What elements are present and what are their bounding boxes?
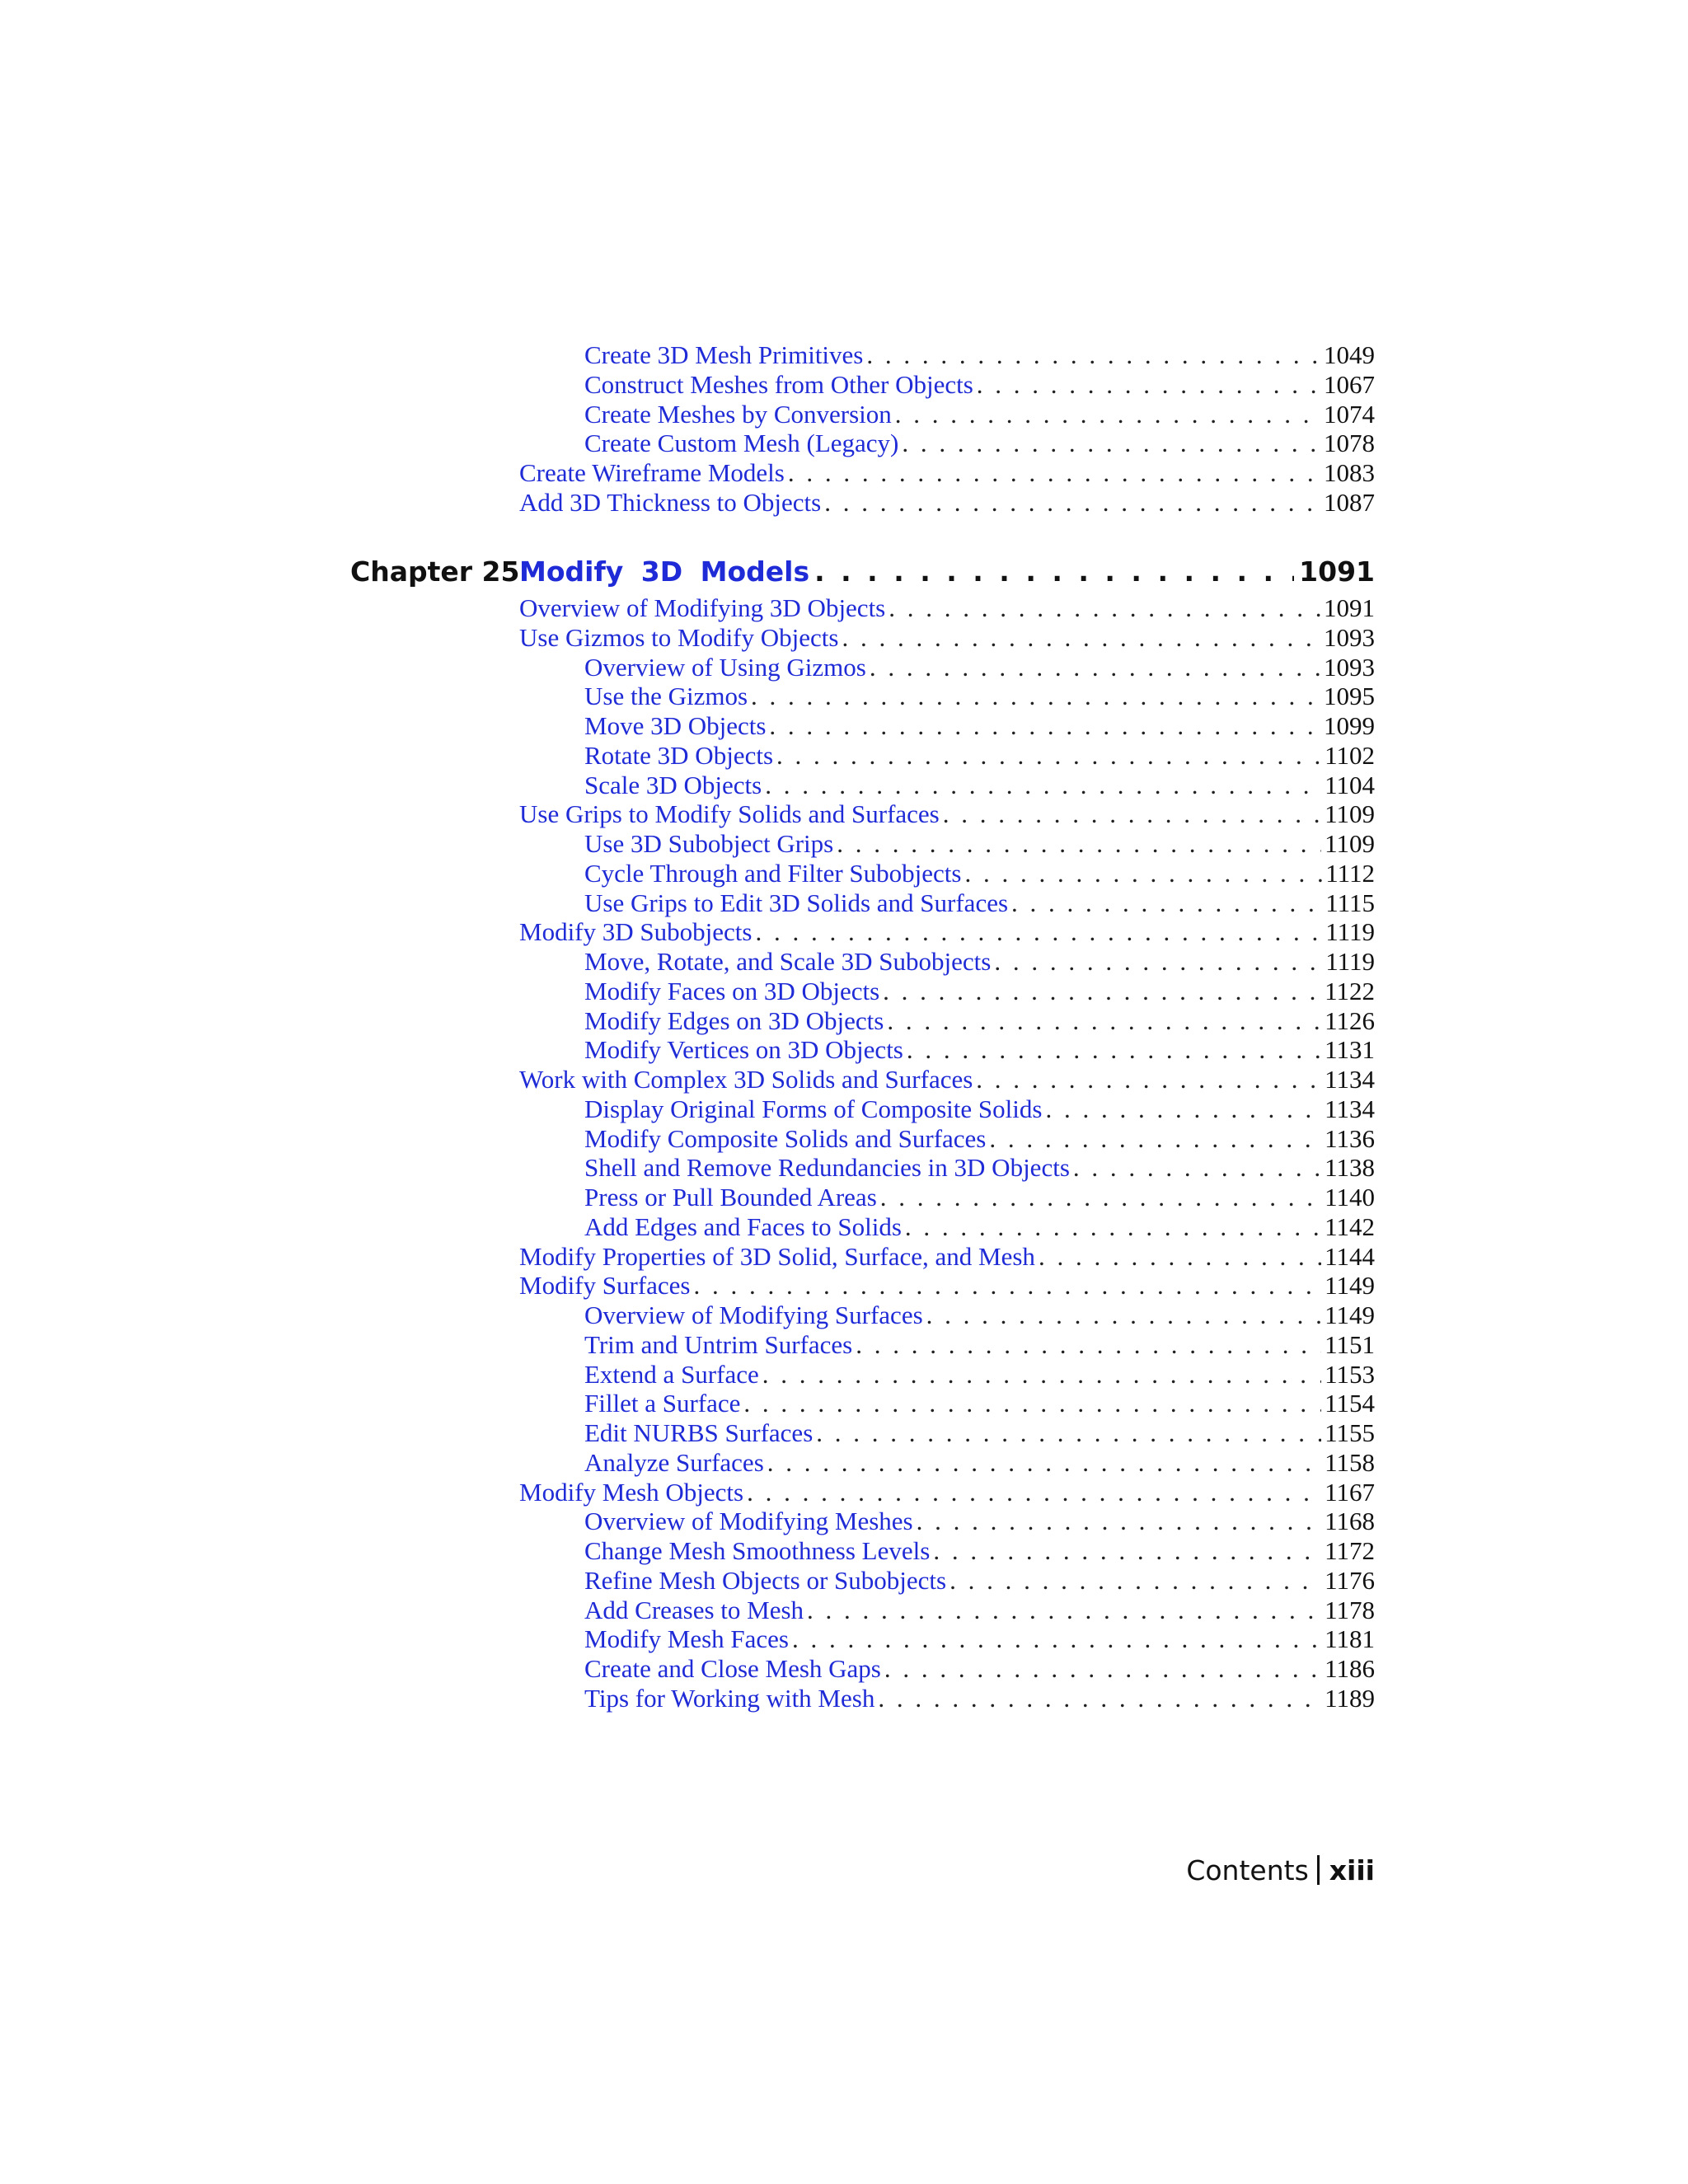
toc-entry	[519, 458, 1375, 488]
toc-entry-link[interactable]: Cycle Through and Filter Subobjects	[584, 858, 962, 888]
toc-entry	[584, 888, 1375, 918]
toc-entry	[584, 711, 1375, 741]
toc-entry-page-number: 1115	[1325, 888, 1375, 917]
toc-entry-link[interactable]: Create Wireframe Models	[519, 458, 785, 488]
toc-entry-link[interactable]: Add Creases to Mesh	[584, 1595, 804, 1624]
toc-entry-link[interactable]: Create and Close Mesh Gaps	[584, 1654, 881, 1683]
toc-entry	[584, 1596, 1375, 1625]
toc-entry	[584, 653, 1375, 682]
toc-entry-link[interactable]: Add 3D Thickness to Objects	[519, 488, 822, 517]
toc-entry-link[interactable]: Overview of Modifying 3D Objects	[519, 593, 886, 622]
toc-entry-link[interactable]: Create Custom Mesh (Legacy)	[584, 429, 899, 458]
dot-leader	[837, 829, 1321, 859]
toc-entry	[584, 829, 1375, 859]
toc-entry	[584, 1183, 1375, 1212]
dot-leader	[824, 488, 1320, 518]
toc-entry-link[interactable]: Add Edges and Faces to Solids	[584, 1212, 902, 1241]
dot-leader	[767, 1448, 1321, 1478]
dot-leader	[977, 370, 1320, 400]
toc-entry-link[interactable]: Create 3D Mesh Primitives	[584, 340, 864, 369]
toc-entry-link[interactable]: Move, Rotate, and Scale 3D Subobjects	[584, 947, 992, 976]
toc-entry	[519, 1242, 1375, 1272]
dot-leader	[870, 653, 1320, 682]
chapter-title-link[interactable]: Modify 3D Models	[519, 555, 810, 588]
toc-entry	[584, 947, 1375, 977]
chapter-heading	[350, 554, 1375, 590]
toc-entry-page-number: 1131	[1325, 1035, 1375, 1065]
toc-entry-link[interactable]: Fillet a Surface	[584, 1389, 741, 1418]
toc-entry-page-number: 1078	[1324, 429, 1375, 458]
toc-entry	[519, 1271, 1375, 1301]
toc-entry-link[interactable]: Modify Surfaces	[519, 1271, 691, 1301]
toc-entry-page-number: 1176	[1325, 1565, 1375, 1595]
toc-entry-link[interactable]: Use Grips to Modify Solids and Surfaces	[519, 799, 940, 829]
toc-entry-page-number: 1140	[1325, 1183, 1375, 1212]
dot-leader	[943, 799, 1321, 829]
toc-entry-link[interactable]: Modify Properties of 3D Solid, Surface, and Mesh	[519, 1241, 1035, 1271]
toc-entry-page-number: 1168	[1325, 1507, 1375, 1536]
toc-entry-link[interactable]: Work with Complex 3D Solids and Surfaces	[519, 1065, 973, 1094]
dot-leader	[883, 977, 1321, 1006]
dot-leader	[856, 1330, 1321, 1360]
chapter-label: Chapter 25	[350, 555, 520, 588]
toc-entry-link[interactable]: Modify Faces on 3D Objects	[584, 976, 880, 1005]
page-footer	[1186, 1854, 1375, 1887]
toc-entry	[584, 1330, 1375, 1360]
toc-entry	[584, 1684, 1375, 1713]
toc-entry	[584, 1006, 1375, 1036]
dot-leader	[776, 741, 1321, 771]
toc-entry-page-number: 1178	[1325, 1595, 1375, 1624]
toc-entry-link[interactable]: Shell and Remove Redundancies in 3D Objects	[584, 1153, 1070, 1183]
toc-entry	[519, 623, 1375, 653]
toc-entry-link[interactable]: Use Gizmos to Modify Objects	[519, 622, 839, 652]
dot-leader	[887, 1006, 1321, 1036]
dot-leader	[878, 1684, 1321, 1713]
toc-entry	[519, 488, 1375, 518]
dot-leader	[884, 1654, 1321, 1684]
toc-entry-page-number: 1134	[1325, 1094, 1375, 1123]
toc-entry-page-number: 1109	[1325, 799, 1375, 829]
toc-entry-link[interactable]: Tips for Working with Mesh	[584, 1683, 875, 1713]
toc-entry	[584, 977, 1375, 1006]
toc-entry	[584, 1124, 1375, 1154]
toc-entry	[519, 799, 1375, 829]
toc-entry	[584, 1212, 1375, 1242]
toc-entry	[584, 1624, 1375, 1654]
toc-entry-page-number: 1119	[1325, 947, 1375, 976]
dot-leader	[762, 1360, 1321, 1390]
dot-leader	[842, 623, 1320, 653]
toc-entry-page-number: 1138	[1325, 1153, 1375, 1183]
toc-entry-link[interactable]: Use the Gizmos	[584, 682, 748, 711]
toc-entry-page-number: 1136	[1325, 1123, 1375, 1153]
toc-entry	[584, 1301, 1375, 1330]
dot-leader	[889, 593, 1320, 623]
toc-entry	[584, 429, 1375, 458]
dot-leader	[950, 1566, 1321, 1596]
toc-entry-page-number: 1122	[1325, 976, 1375, 1005]
dot-leader	[933, 1536, 1321, 1566]
toc-entry-page-number: 1126	[1325, 1005, 1375, 1035]
toc-entry-page-number: 1093	[1324, 622, 1375, 652]
toc-entry-page-number: 1112	[1325, 858, 1375, 888]
toc-entry-link[interactable]: Press or Pull Bounded Areas	[584, 1183, 877, 1212]
dot-leader	[816, 1418, 1321, 1448]
toc-entry-page-number: 1149	[1325, 1301, 1375, 1329]
toc-entry	[584, 400, 1375, 429]
dot-leader	[866, 340, 1320, 370]
toc-entry-page-number: 1095	[1324, 682, 1375, 711]
toc-entry-page-number: 1181	[1325, 1624, 1375, 1654]
toc-entry	[584, 1448, 1375, 1478]
toc-entry-page-number: 1083	[1324, 458, 1375, 488]
dot-leader	[994, 947, 1322, 977]
dot-leader	[976, 1065, 1321, 1094]
toc-entry	[584, 340, 1375, 370]
dot-leader	[989, 1124, 1321, 1154]
dot-leader	[814, 554, 1294, 590]
toc-entry-page-number: 1102	[1325, 740, 1375, 770]
dot-leader	[765, 771, 1321, 800]
toc-entry-link[interactable]: Construct Meshes from Other Objects	[584, 369, 973, 399]
toc-entry-page-number: 1119	[1325, 917, 1375, 947]
toc-entry-page-number: 1134	[1325, 1065, 1375, 1094]
dot-leader	[895, 400, 1320, 429]
toc-entry-page-number: 1186	[1325, 1654, 1375, 1683]
toc-entry	[584, 1507, 1375, 1536]
dot-leader	[902, 429, 1320, 458]
toc-entry-page-number: 1093	[1324, 652, 1375, 682]
footer-label: Contents	[1186, 1854, 1309, 1886]
toc-entry-link[interactable]: Overview of Modifying Meshes	[584, 1507, 913, 1536]
toc-entry-link[interactable]: Edit NURBS Surfaces	[584, 1418, 814, 1447]
dot-leader	[1045, 1094, 1321, 1124]
toc-entry-link[interactable]: Refine Mesh Objects or Subobjects	[584, 1565, 947, 1595]
toc-entry	[584, 741, 1375, 771]
toc-entry	[584, 1566, 1375, 1596]
dot-leader	[788, 458, 1320, 488]
dot-leader	[880, 1183, 1321, 1212]
toc-entry	[519, 593, 1375, 623]
dot-leader	[1073, 1153, 1321, 1183]
dot-leader	[905, 1212, 1321, 1242]
dot-leader	[926, 1301, 1321, 1330]
toc-entry	[584, 1389, 1375, 1418]
footer-page-number: xiii	[1329, 1854, 1375, 1886]
toc-entry	[584, 1418, 1375, 1448]
toc-entry	[519, 1065, 1375, 1094]
dot-leader	[964, 859, 1322, 888]
toc-entry-page-number: 1167	[1325, 1477, 1375, 1507]
toc-entry-page-number: 1067	[1324, 369, 1375, 399]
toc-entry-link[interactable]: Overview of Modifying Surfaces	[584, 1301, 923, 1329]
toc-entry-link[interactable]: Scale 3D Objects	[584, 770, 762, 799]
toc-entry-page-number: 1153	[1325, 1359, 1375, 1389]
toc-entry-link[interactable]: Analyze Surfaces	[584, 1447, 764, 1477]
toc-entry-link[interactable]: Display Original Forms of Composite Solids	[584, 1094, 1043, 1123]
toc-entry-page-number: 1142	[1325, 1212, 1375, 1241]
toc-entry-link[interactable]: Overview of Using Gizmos	[584, 652, 866, 682]
dot-leader	[792, 1624, 1321, 1654]
toc-entry-link[interactable]: Modify Vertices on 3D Objects	[584, 1035, 903, 1065]
toc-entry-link[interactable]: Modify Mesh Objects	[519, 1477, 744, 1507]
toc-entry	[584, 1536, 1375, 1566]
toc-entry	[584, 859, 1375, 888]
toc-entry	[584, 370, 1375, 400]
dot-leader	[807, 1596, 1321, 1625]
toc-entry-link[interactable]: Change Mesh Smoothness Levels	[584, 1536, 931, 1565]
toc-entry-page-number: 1104	[1325, 770, 1375, 799]
toc-entry-link[interactable]: Modify Mesh Faces	[584, 1624, 789, 1654]
toc-entry-page-number: 1087	[1324, 488, 1375, 517]
dot-leader	[747, 1478, 1321, 1507]
toc-entry-page-number: 1074	[1324, 399, 1375, 429]
dot-leader	[1011, 888, 1322, 918]
toc-entry-page-number: 1109	[1325, 829, 1375, 858]
toc-entry-link[interactable]: Use 3D Subobject Grips	[584, 829, 834, 858]
toc-entry-link[interactable]: Extend a Surface	[584, 1359, 759, 1389]
toc-entry-link[interactable]: Move 3D Objects	[584, 711, 767, 740]
toc-entry	[584, 1035, 1375, 1065]
toc-entry	[584, 1360, 1375, 1390]
toc-entry-page-number: 1172	[1325, 1536, 1375, 1565]
dot-leader	[1039, 1242, 1321, 1272]
toc-entry-page-number: 1189	[1325, 1683, 1375, 1713]
toc-entry	[584, 1654, 1375, 1684]
toc-entry-link[interactable]: Rotate 3D Objects	[584, 740, 774, 770]
toc-entry-page-number: 1099	[1324, 711, 1375, 740]
toc-entry-link[interactable]: Use Grips to Edit 3D Solids and Surfaces	[584, 888, 1009, 917]
dot-leader	[755, 917, 1322, 947]
toc-entry	[584, 682, 1375, 711]
toc-entry-page-number: 1151	[1325, 1329, 1375, 1359]
toc-entry-link[interactable]: Modify Edges on 3D Objects	[584, 1005, 884, 1035]
dot-leader	[751, 682, 1320, 711]
footer-separator	[1317, 1855, 1320, 1885]
toc-entry-page-number: 1049	[1324, 340, 1375, 369]
toc-entry	[584, 771, 1375, 800]
toc-entry-link[interactable]: Modify Composite Solids and Surfaces	[584, 1123, 987, 1153]
toc-entry	[584, 1094, 1375, 1124]
toc-entry	[519, 1478, 1375, 1507]
toc-entry-page-number: 1158	[1325, 1447, 1375, 1477]
toc-entry-page-number: 1091	[1324, 593, 1375, 622]
dot-leader	[769, 711, 1320, 741]
toc-entry-link[interactable]: Trim and Untrim Surfaces	[584, 1329, 853, 1359]
toc-entry-page-number: 1144	[1325, 1241, 1375, 1271]
toc-entry-page-number: 1154	[1325, 1389, 1375, 1418]
dot-leader	[917, 1507, 1322, 1536]
dot-leader	[743, 1389, 1321, 1418]
dot-leader	[907, 1035, 1321, 1065]
toc-entry-link[interactable]: Modify 3D Subobjects	[519, 917, 753, 947]
toc-entry-page-number: 1149	[1325, 1271, 1375, 1301]
toc-entry-page-number: 1155	[1325, 1418, 1375, 1447]
chapter-page-number: 1091	[1299, 555, 1375, 588]
toc-entry-link[interactable]: Create Meshes by Conversion	[584, 399, 892, 429]
toc-entry	[519, 917, 1375, 947]
toc-entry	[584, 1153, 1375, 1183]
dot-leader	[693, 1271, 1321, 1301]
